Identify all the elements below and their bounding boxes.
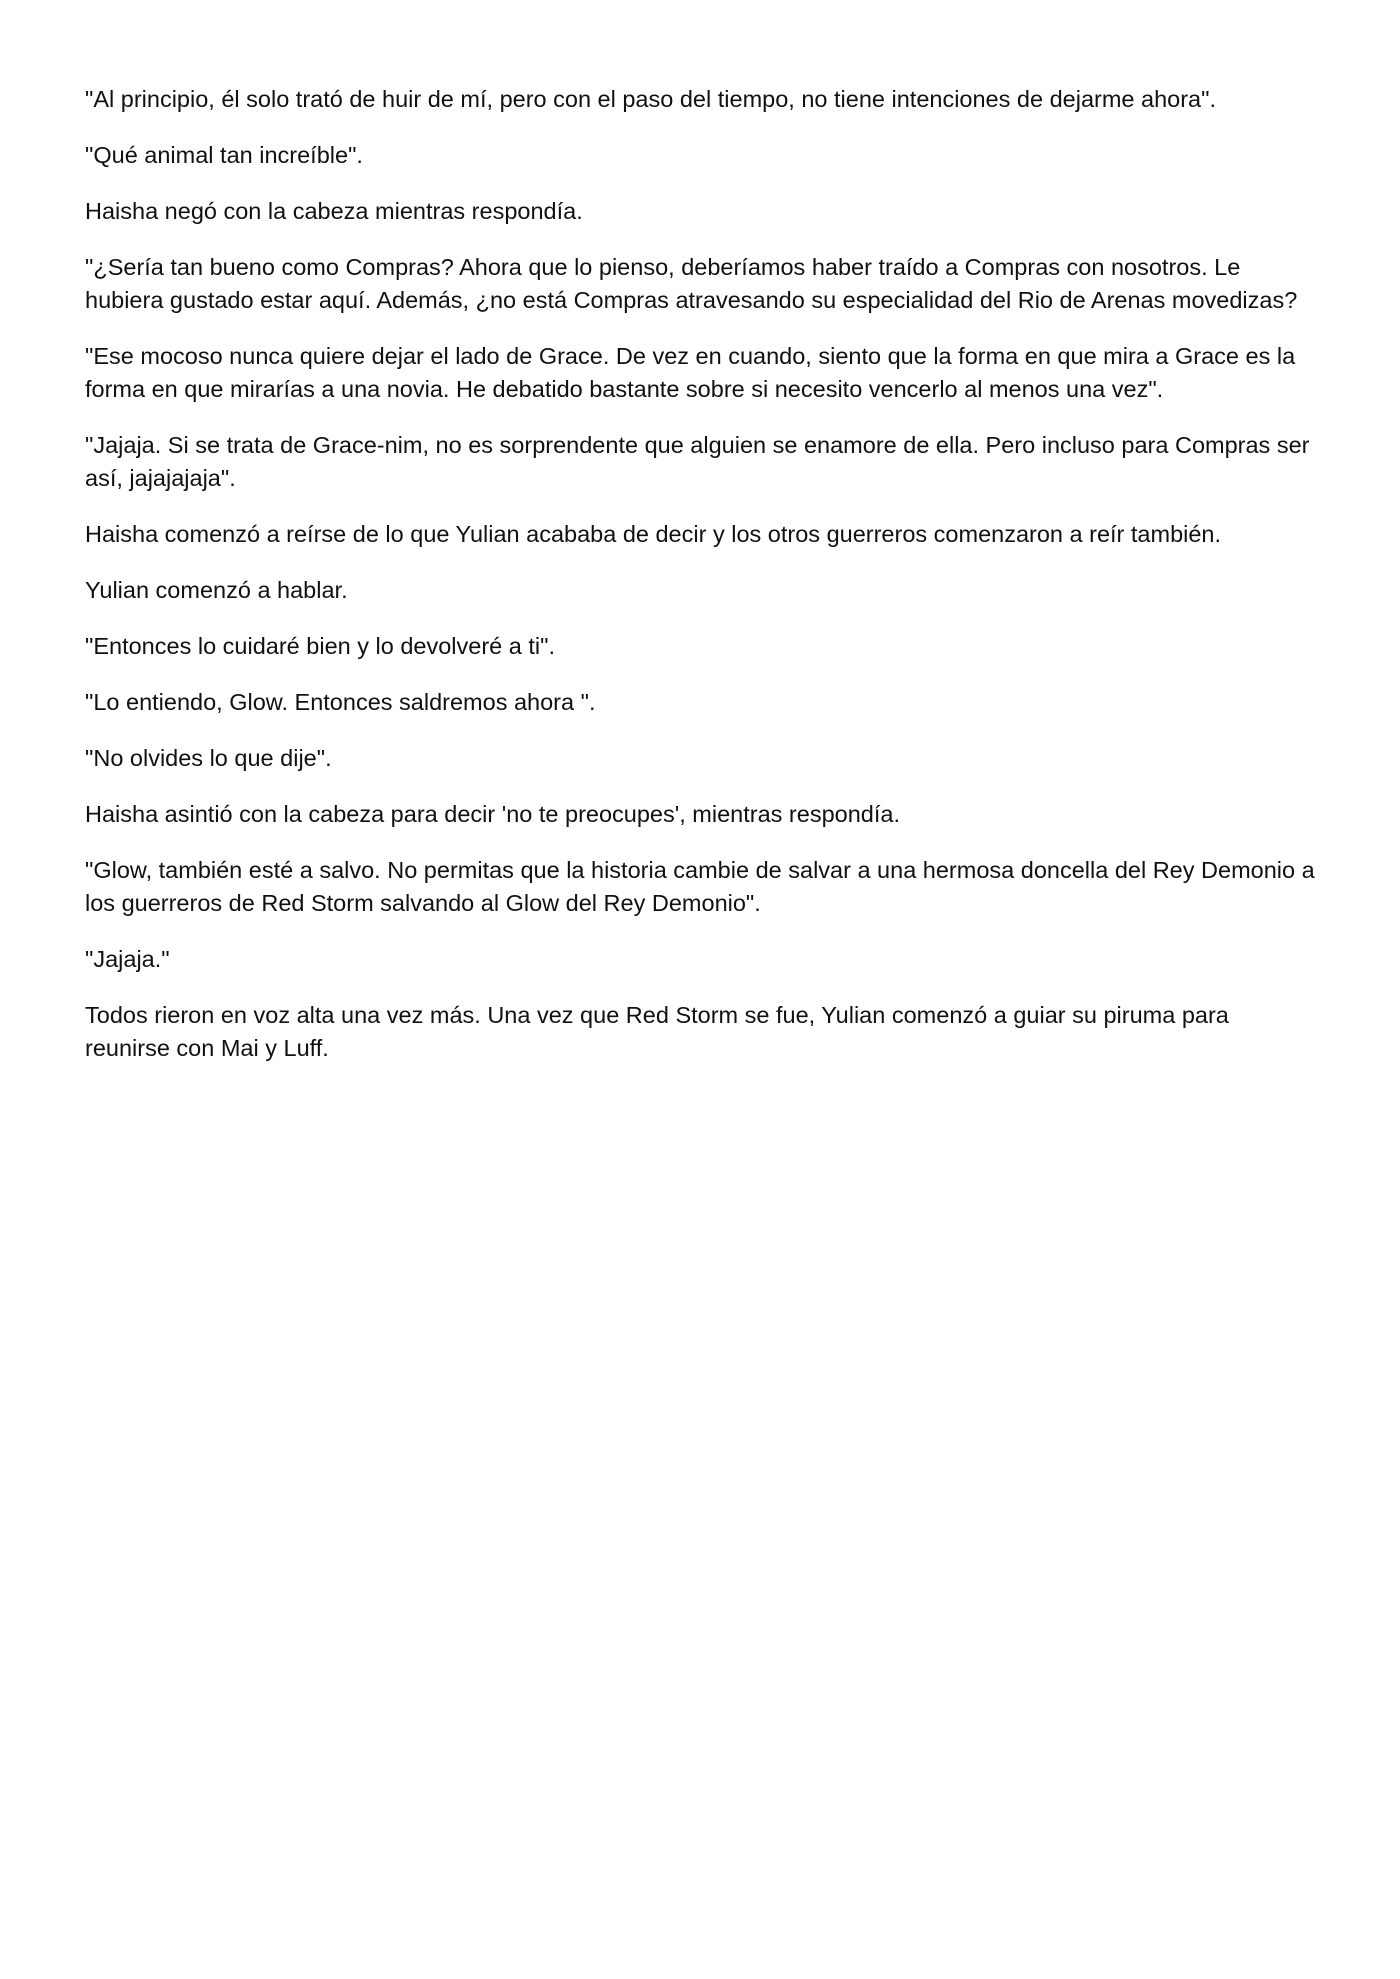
paragraph: "Al principio, él solo trató de huir de mí, pero con el paso del tiempo, no tiene intenciones de dejarme ahora".: [85, 86, 1216, 112]
paragraph: "Qué animal tan increíble".: [85, 142, 363, 168]
paragraph: Haisha comenzó a reírse de lo que Yulian acababa de decir y los otros guerreros comenzaron a reír también.: [85, 521, 1222, 547]
paragraph: "Lo entiendo, Glow. Entonces saldremos ahora ".: [85, 689, 596, 715]
paragraph: "Glow, también esté a salvo. No permitas que la historia cambie de salvar a una hermosa doncella del Rey Demonio a los guerreros de Red Storm salvando al Glow del Rey Demonio".: [85, 857, 1315, 916]
paragraph: Yulian comenzó a hablar.: [85, 577, 348, 603]
paragraph: "Entonces lo cuidaré bien y lo devolveré a ti".: [85, 633, 555, 659]
paragraph: Haisha negó con la cabeza mientras respondía.: [85, 198, 583, 224]
paragraph: "Ese mocoso nunca quiere dejar el lado de Grace. De vez en cuando, siento que la forma en que mira a Grace es la forma en que mirarías a una novia. He debatido bastante sobre si necesito vencerlo al menos una vez".: [85, 343, 1296, 402]
paragraph: "¿Sería tan bueno como Compras? Ahora que lo pienso, deberíamos haber traído a Compras con nosotros. Le hubiera gustado estar aquí. Además, ¿no está Compras atravesando su especialidad del Rio de Arenas movedizas?: [85, 254, 1298, 313]
paragraph: "No olvides lo que dije".: [85, 745, 332, 771]
paragraph: Todos rieron en voz alta una vez más. Una vez que Red Storm se fue, Yulian comenzó a guiar su piruma para reunirse con Mai y Luff.: [85, 1002, 1229, 1061]
paragraph: "Jajaja.": [85, 946, 170, 972]
document-body: [85, 83, 1315, 1088]
paragraph: "Jajaja. Si se trata de Grace-nim, no es sorprendente que alguien se enamore de ella. Pero incluso para Compras ser así, jajajajaja".: [85, 432, 1310, 491]
paragraph: Haisha asintió con la cabeza para decir 'no te preocupes', mientras respondía.: [85, 801, 900, 827]
